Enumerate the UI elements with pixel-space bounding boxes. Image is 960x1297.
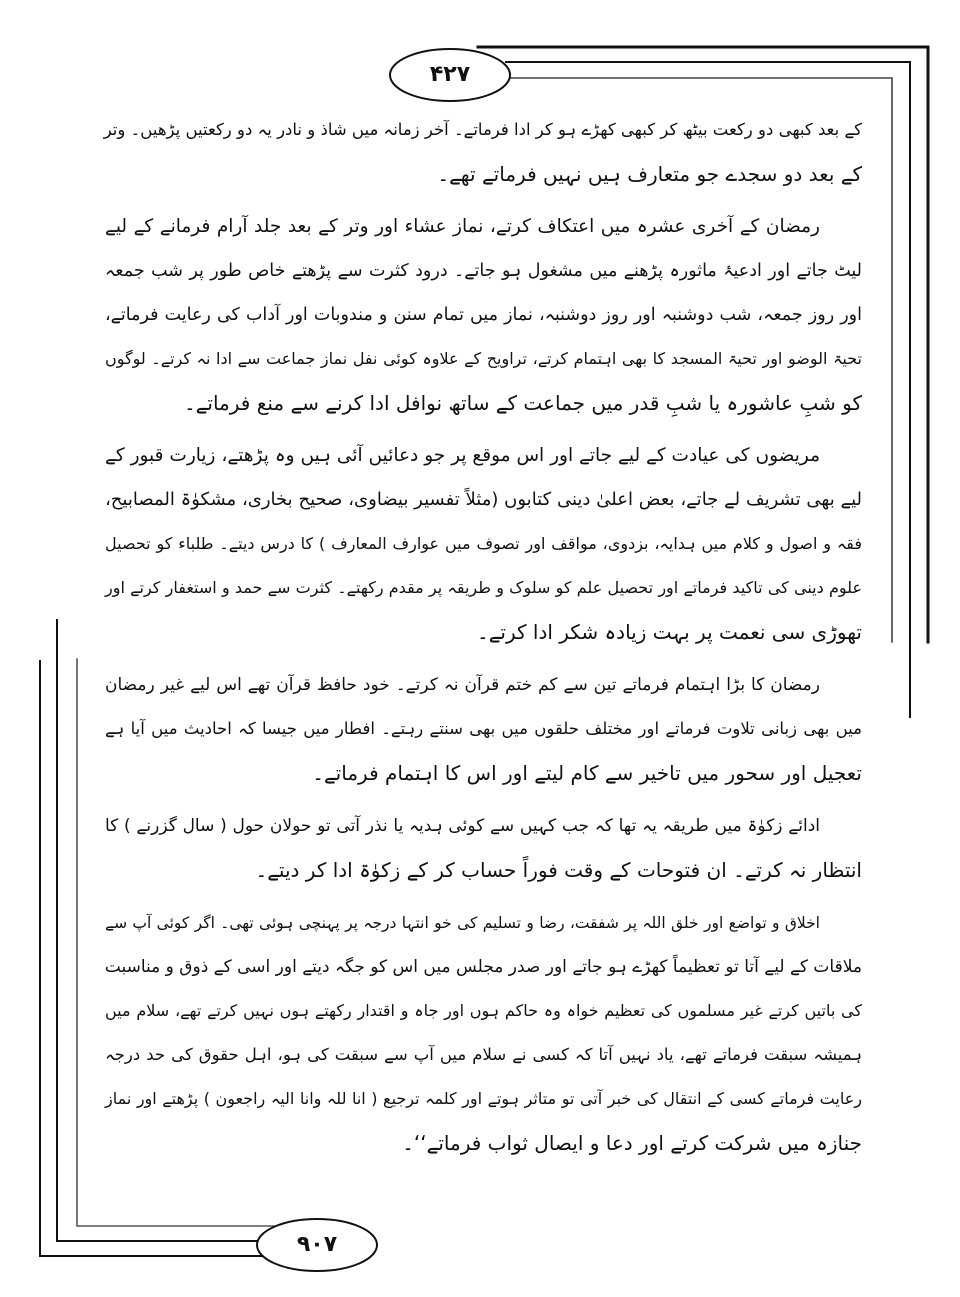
- text-line: ملاقات کے لیے آتا تو تعظیماً کھڑے ہو جاتے اور صدر مجلس میں اس کو جگہ دیتے اور اسی کے ذوق و مناسبت: [104, 957, 862, 977]
- text-line: انتظار نہ کرتے۔ ان فتوحات کے وقت فوراً حساب کر کے زکوٰۃ ادا کر دیتے۔: [255, 858, 862, 882]
- text-line: رمضان کا بڑا اہتمام فرماتے تین سے کم ختم قرآن نہ کرتے۔ خود حافظ قرآن تھے اس لیے غیر رمضان: [105, 675, 820, 695]
- text-line: رمضان کے آخری عشرہ میں اعتکاف کرتے، نماز عشاء اور وتر کے بعد جلد آرام فرمانے کے لیے: [105, 216, 820, 237]
- text-line: اخلاق و تواضع اور خلق اللہ پر شفقت، رضا و تسلیم کی خو انتہا درجہ پر پہنچی ہوئی تھی۔ اگر کوئی آپ سے: [105, 914, 820, 932]
- text-line: مریضوں کی عیادت کے لیے جاتے اور اس موقع پر جو دعائیں آئی ہیں وہ پڑھتے، زیارت قبور کے: [105, 445, 820, 466]
- bottom-page-number: ۹۰۷: [296, 1232, 338, 1257]
- text-line: میں بھی زبانی تلاوت فرماتے اور مختلف حلقوں میں بھی سنتے رہتے۔ افطار میں جیسا کہ احادیث میں آیا ہے: [105, 719, 862, 738]
- text-line: علوم دینی کی تاکید فرماتے اور تحصیل علم کو سلوک و طریقہ پر مقدم رکھتے۔ کثرت سے حمد و استغفار کرتے اور: [105, 578, 862, 597]
- text-line: تعجیل اور سحور میں تاخیر سے کام لیتے اور اس کا اہتمام فرماتے۔: [312, 761, 862, 785]
- text-line: کی باتیں کرتے غیر مسلموں کی تعظیم خواہ وہ حاکم ہوں اور جاہ و اقتدار رکھتے ہوں نہیں کرتے تھے، سلام میں: [105, 1001, 862, 1020]
- text-line: کے بعد دو سجدے جو متعارف ہیں نہیں فرماتے تھے۔: [437, 162, 862, 186]
- text-line: کو شبِ عاشورہ یا شبِ قدر میں جماعت کے ساتھ نوافل ادا کرنے سے منع فرماتے۔: [183, 391, 862, 415]
- text-line: لیے بھی تشریف لے جاتے، بعض اعلیٰ دینی کتابوں (مثلاً تفسیر بیضاوی، صحیح بخاری، مشکوٰۃ المصابیح،: [105, 489, 862, 510]
- text-line: اور روز جمعہ، شب دوشنبہ اور روز دوشنبہ، نماز میں تمام سنن و مندوبات اور آداب کی رعایت فرماتے،: [105, 305, 862, 325]
- text-line: کے بعد کبھی دو رکعت بیٹھ کر کبھی کھڑے ہو کر ادا فرماتے۔ آخر زمانہ میں شاذ و نادر یہ دو رکعتیں پڑھیں۔ وتر: [103, 120, 862, 139]
- text-line: لیٹ جاتے اور ادعیۂ ماثورہ پڑھنے میں مشغول ہو جاتے۔ درود کثرت سے پڑھتے خاص طور پر شب جمعہ: [105, 261, 862, 281]
- text-line: ہمیشہ سبقت فرماتے تھے، یاد نہیں آتا کہ کسی نے سلام میں آپ سے سبقت کی ہو، اہل حقوق کی حد درجہ: [105, 1045, 862, 1064]
- text-line: رعایت فرماتے کسی کے انتقال کی خبر آتی تو متاثر ہوتے اور کلمہ ترجیع ( انا للہ وانا الیہ راجعون ) پڑھتے اور نماز: [105, 1089, 862, 1108]
- body-text: [105, 0, 862, 1297]
- text-line: ادائے زکوٰۃ میں طریقہ یہ تھا کہ جب کہیں سے کوئی ہدیہ یا نذر آتی تو حولان حول ( سال گزرنے ) کا: [105, 816, 820, 836]
- text-line: جنازہ میں شرکت کرتے اور دعا و ایصال ثواب فرماتے‘‘۔: [402, 1131, 862, 1155]
- text-line: فقہ و اصول و کلام میں ہدایہ، بزدوی، مواقف اور تصوف میں عوارف المعارف ) کا درس دیتے۔ طلباء کو تحصیل: [105, 534, 862, 553]
- top-page-number: ۴۲۷: [429, 62, 471, 87]
- text-line: تھوڑی سی نعمت پر بہت زیادہ شکر ادا کرتے۔: [476, 620, 862, 644]
- text-line: تحیۃ الوضو اور تحیۃ المسجد کا بھی اہتمام کرتے، تراویح کے علاوہ کوئی نفل نماز جماعت سے ادا نہ کرتے۔ لوگوں: [105, 349, 862, 368]
